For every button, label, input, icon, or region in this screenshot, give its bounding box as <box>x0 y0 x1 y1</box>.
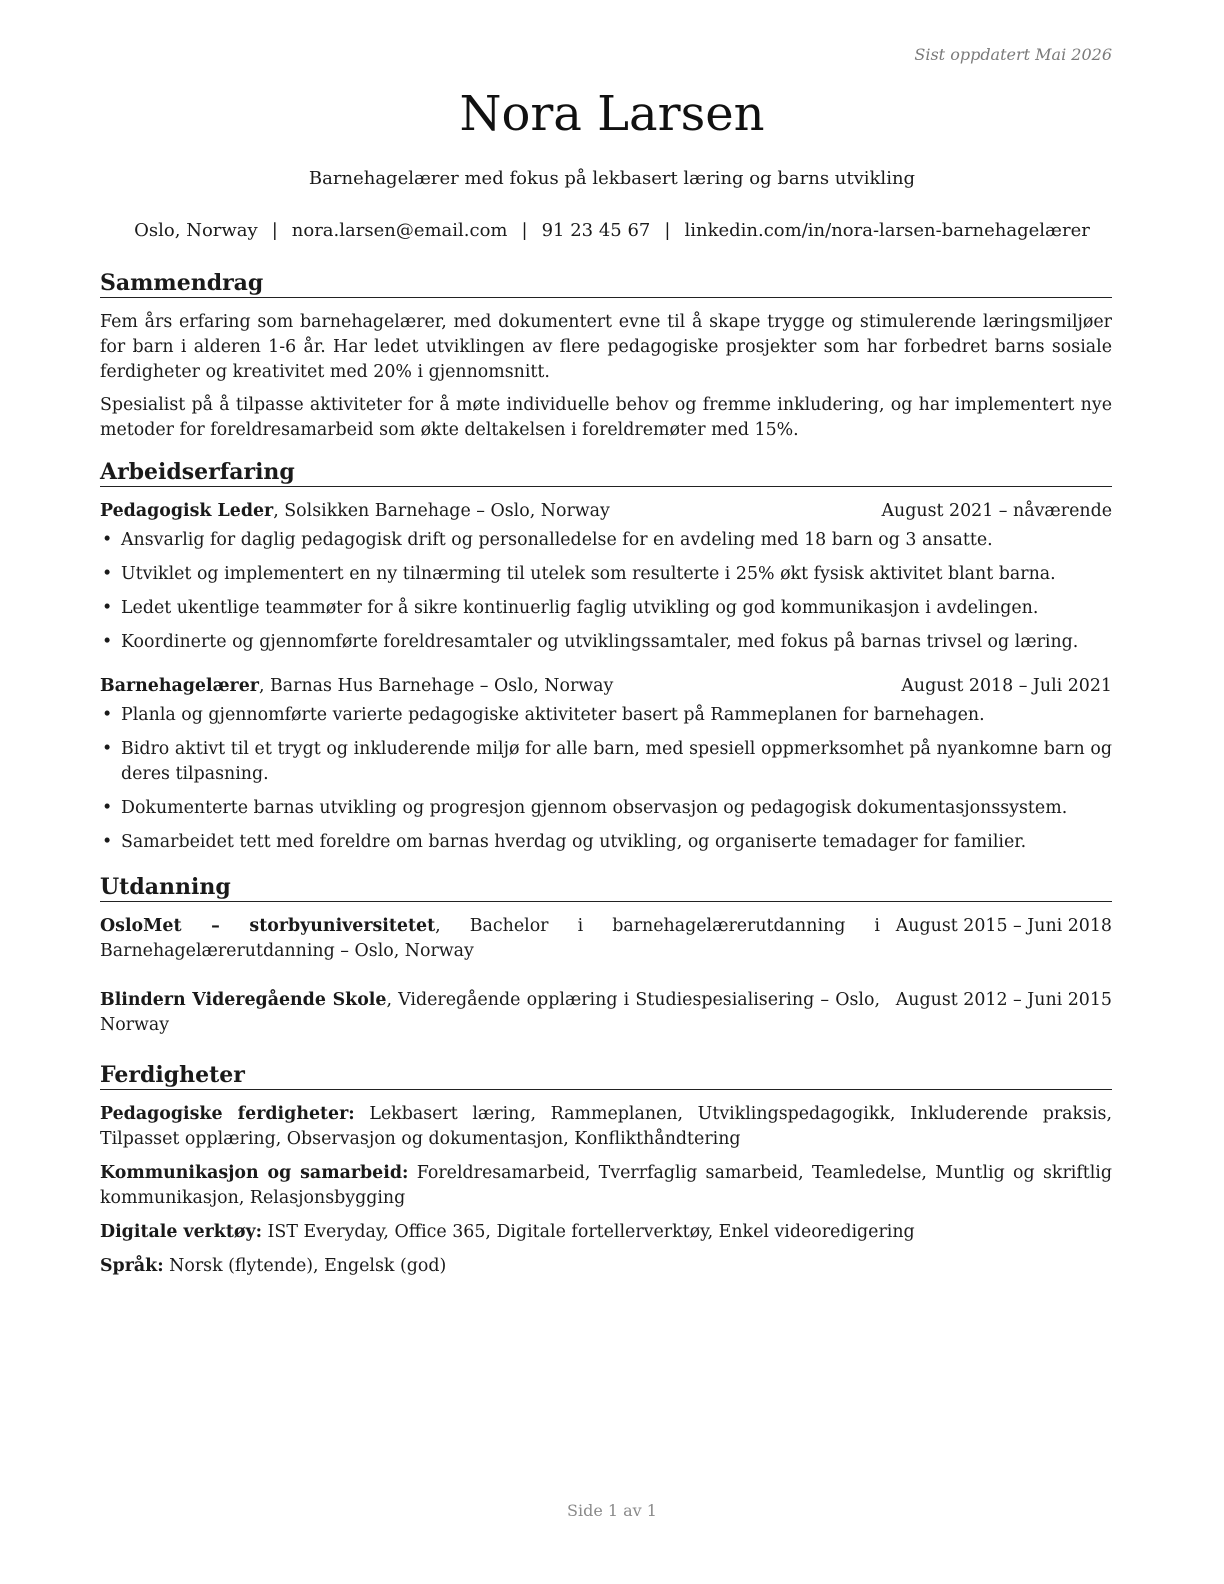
education-dates: August 2015 – Juni 2018 <box>895 916 1112 936</box>
job-bullet: • Ansvarlig for daglig pedagogisk drift og personalledelse for en avdeling med 18 barn og 3 ansatte. <box>100 528 1112 553</box>
education-detail: , Videregående opplæring i Studiespesialisering – Oslo, Norway <box>100 990 880 1035</box>
page-number: Side 1 av 1 <box>567 1501 657 1520</box>
section-title-summary: Sammendrag <box>100 270 1112 298</box>
job-role: Barnehagelærer <box>100 676 259 696</box>
education-detail: , Bachelor i barnehagelærerutdanning i Barnehagelærerutdanning – Oslo, Norway <box>100 916 880 961</box>
candidate-name: Nora Larsen <box>459 86 765 142</box>
job-header <box>100 499 1112 524</box>
tagline: Barnehagelærer med fokus på lekbasert læring og barns utvikling <box>308 168 916 189</box>
skill-value: Foreldresamarbeid, Tverrfaglig samarbeid, Teamledelse, Muntlig og skriftlig kommunikasjon, Relasjonsbygging <box>100 1163 1113 1208</box>
skill-line <box>100 1220 1112 1245</box>
contact-email[interactable]: nora.larsen@email.com <box>291 220 508 241</box>
contact-separator: | <box>271 220 278 241</box>
job-bullet: • Ledet ukentlige teammøter for å sikre kontinuerlig faglig utvikling og god kommunikasjon i avdelingen. <box>100 596 1112 621</box>
skill-label: Digitale verktøy: <box>100 1222 263 1242</box>
skill-line <box>100 1161 1112 1211</box>
contact-separator: | <box>521 220 528 241</box>
job-entry <box>100 499 1112 655</box>
last-updated: Sist oppdatert Mai 2026 <box>914 45 1112 64</box>
job-bullet: • Bidro aktivt til et trygt og inkluderende miljø for alle barn, med spesiell oppmerksomhet på nyankomne barn og deres tilpasning. <box>100 737 1112 787</box>
job-bullets <box>100 528 1112 655</box>
section-title-experience: Arbeidserfaring <box>100 459 1112 487</box>
job-dates: August 2018 – Juli 2021 <box>901 676 1112 696</box>
skill-label: Språk: <box>100 1256 164 1276</box>
skill-label: Kommunikasjon og samarbeid: <box>100 1163 409 1183</box>
education-dates: August 2012 – Juni 2015 <box>895 990 1112 1010</box>
contact-line <box>0 220 1224 241</box>
education-school: OsloMet – storbyuniversitetet <box>100 916 436 936</box>
summary-paragraph: Spesialist på å tilpasse aktiviteter for å møte individuelle behov og fremme inkludering, og har implementert nye metoder for foreldresamarbeid som økte deltakelsen i foreldremøter med 15%. <box>100 395 1112 440</box>
education-entry <box>100 914 1112 964</box>
contact-location: Oslo, Norway <box>134 220 258 241</box>
education-school: Blindern Videregående Skole <box>100 990 387 1010</box>
education-entry <box>100 988 1112 1038</box>
job-bullets <box>100 703 1112 855</box>
section-title-skills: Ferdigheter <box>100 1062 1112 1090</box>
contact-linkedin[interactable]: linkedin.com/in/nora-larsen-barnehagelærer <box>684 220 1090 241</box>
job-bullet: • Utviklet og implementert en ny tilnærming til utelek som resulterte i 25% økt fysisk aktivitet blant barna. <box>100 562 1112 587</box>
job-bullet: • Planla og gjennomførte varierte pedagogiske aktiviteter basert på Rammeplanen for barnehagen. <box>100 703 1112 728</box>
skill-value: Norsk (flytende), Engelsk (god) <box>163 1256 447 1276</box>
resume-content <box>100 270 1112 1288</box>
section-title-education: Utdanning <box>100 874 1112 902</box>
skill-line <box>100 1254 1112 1279</box>
job-header <box>100 674 1112 699</box>
contact-phone: 91 23 45 67 <box>541 220 651 241</box>
summary-paragraph: Fem års erfaring som barnehagelærer, med dokumentert evne til å skape trygge og stimulerende læringsmiljøer for barn i alderen 1-6 år. Har ledet utviklingen av flere pedagogiske prosjekter som har forbedret barns sosiale ferdigheter og kreativitet med 20% i gjennomsnitt. <box>100 312 1112 382</box>
job-place: , Solsikken Barnehage – Oslo, Norway <box>273 501 610 521</box>
job-bullet: • Koordinerte og gjennomførte foreldresamtaler og utviklingssamtaler, med fokus på barnas trivsel og læring. <box>100 630 1112 655</box>
skill-label: Pedagogiske ferdigheter: <box>100 1104 355 1124</box>
skill-line <box>100 1102 1112 1152</box>
skill-value: IST Everyday, Office 365, Digitale fortellerverktøy, Enkel videoredigering <box>262 1222 915 1242</box>
contact-separator: | <box>664 220 671 241</box>
job-entry <box>100 674 1112 855</box>
job-dates: August 2021 – nåværende <box>881 501 1112 521</box>
skill-value: Lekbasert læring, Rammeplanen, Utviklingspedagogikk, Inkluderende praksis, Tilpasset opplæring, Observasjon og dokumentasjon, Konflikthåndtering <box>100 1104 1113 1149</box>
job-place: , Barnas Hus Barnehage – Oslo, Norway <box>258 676 614 696</box>
job-role: Pedagogisk Leder <box>100 501 274 521</box>
job-bullet: • Samarbeidet tett med foreldre om barnas hverdag og utvikling, og organiserte temadager for familier. <box>100 830 1112 855</box>
job-bullet: • Dokumenterte barnas utvikling og progresjon gjennom observasjon og pedagogisk dokumentasjonssystem. <box>100 796 1112 821</box>
